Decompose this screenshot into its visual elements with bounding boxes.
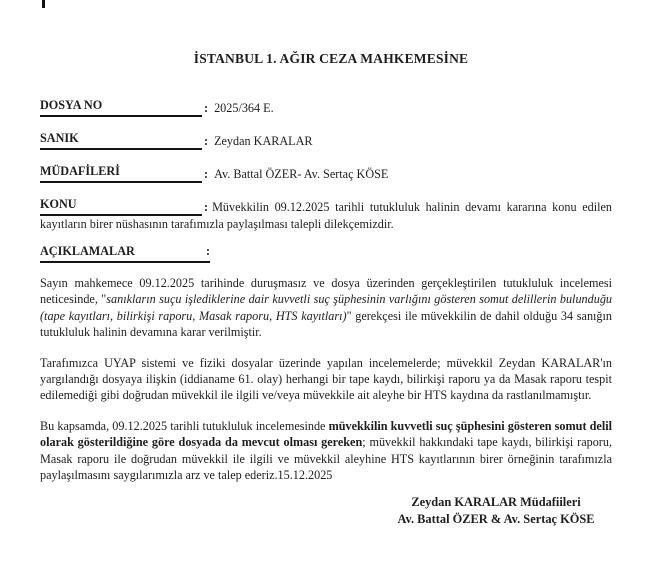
signature-line-1: Zeydan KARALAR Müdafiileri	[411, 495, 581, 510]
field-label-mudafileri: MÜDAFİLERİ	[40, 163, 202, 183]
field-row-mudafileri	[40, 163, 612, 183]
field-colon: :	[204, 167, 209, 181]
paragraph-2	[40, 355, 612, 404]
field-colon: :	[204, 101, 209, 115]
field-row-dosya-no	[40, 97, 612, 117]
field-colon: :	[204, 200, 209, 214]
field-value-konu: Müvekkilin 09.12.2025 tarihli tutukluluk halinin devamı kararına konu edilen kayıtların birer nüshasının tarafımızla paylaşılması talepli dilekçemizdir.	[40, 200, 612, 231]
paragraph-3-bold-text: müvekkilin kuvvetli suç şüphesini gösteren somut delil olarak gösterildiğine göre dosyada da mevcut olması gereken	[40, 418, 612, 450]
field-value-mudafileri: Av. Battal ÖZER- Av. Sertaç KÖSE	[214, 167, 389, 181]
paragraph-3-text-end: ; müvekkil hakkındaki tape kaydı, bilirkişi raporu, Masak raporu ile doğrudan müvekkil ile ilgili ve müvekkil aleyhine HTS kayıtlarının birer örneğinin tarafımızla paylaşılmasını saygılarımızla arz ve talep ederiz.15.12.2025	[40, 435, 613, 483]
section-heading-row	[40, 243, 612, 263]
signature-line-2: Av. Battal ÖZER & Av. Sertaç KÖSE	[397, 511, 595, 526]
field-value-sanik: Zeydan KARALAR	[214, 134, 313, 148]
field-label-sanik: SANIK	[40, 130, 202, 150]
paragraph-1-text: Sayın mahkemece 09.12.2025 tarihinde duruşmasız ve dosya üzerinden gerçekleştirilen tutukluluk incelemesi neticesinde, "	[40, 276, 612, 307]
field-colon: :	[204, 134, 209, 148]
paragraph-2-text: Tarafımızca UYAP sistemi ve fiziki dosyalar üzerinde yapılan incelemelerde; müvekkil Zeydan KARALAR'ın yargılandığı dosyaya ilişkin (iddianame 61. olay) herhangi bir tape kaydı, bilirkişi raporu ya da Masak raporu tespit edilemediği gibi doğrudan müvekkil ile ilgili ve/veya müvekkile ait aleyhe bir HTS kaydına da rastlanılmamıştır.	[40, 355, 612, 403]
field-label-konu: KONU	[40, 196, 202, 216]
field-row-konu	[40, 196, 612, 232]
paragraph-1	[40, 275, 612, 341]
court-title: İSTANBUL 1. AĞIR CEZA MAHKEMESİNE	[193, 51, 469, 66]
paragraph-1-text-end: " gerekçesi ile müvekkilin de dahil olduğu 34 sanığın tutukluluk halinin devamına karar verilmiştir.	[40, 308, 612, 340]
signature-block	[380, 494, 612, 527]
field-label-dosya-no: DOSYA NO	[40, 97, 202, 117]
page-top-edge-mark	[42, 0, 45, 8]
paragraph-3	[40, 418, 612, 484]
document-body	[0, 97, 662, 527]
section-heading-colon: :	[205, 244, 210, 258]
field-value-dosya-no: 2025/364 E.	[214, 101, 274, 115]
paragraph-1-quoted-italic-text: sanıkların suçu işlediklerine dair kuvvetli suç şüphesinin varlığını gösteren somut delillerin bulunduğu (tape kayıtları, bilirkişi raporu, Masak raporu, HTS kayıtları)	[40, 292, 613, 323]
section-heading-underline	[40, 243, 210, 263]
paragraph-3-text: Bu kapsamda, 09.12.2025 tarihli tutukluluk incelemesinde	[40, 418, 329, 433]
section-heading-label: AÇIKLAMALAR	[40, 244, 135, 258]
field-row-sanik	[40, 130, 612, 150]
